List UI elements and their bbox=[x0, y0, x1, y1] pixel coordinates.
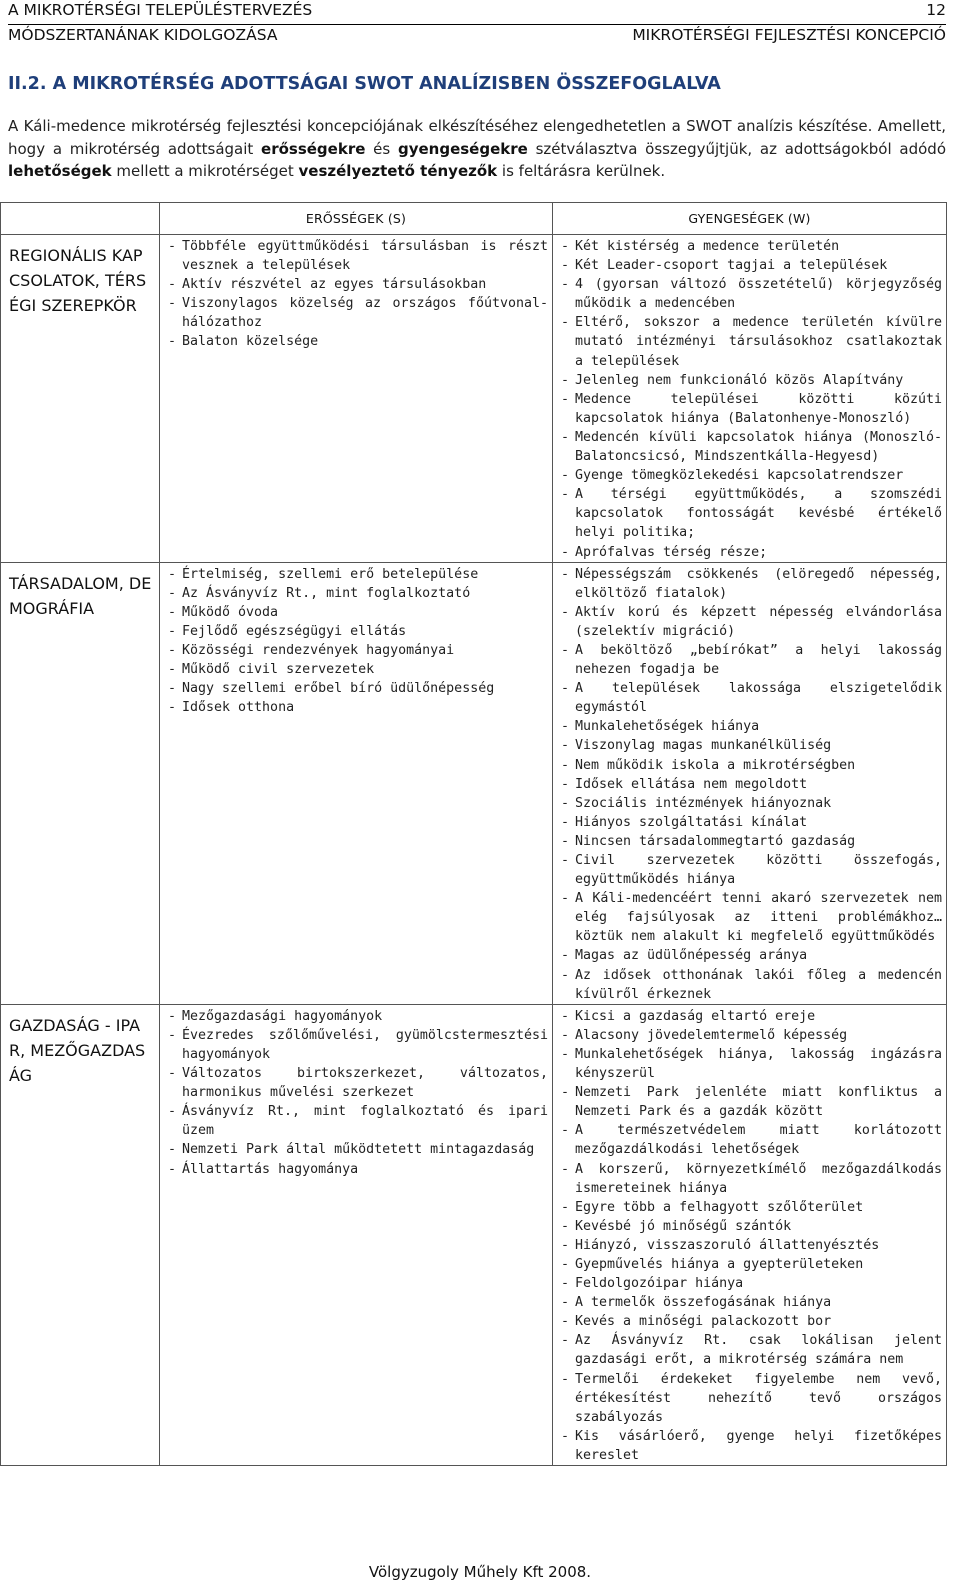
strength-item: - Idősek otthona bbox=[168, 698, 548, 717]
intro-bold-opportunities: lehetőségek bbox=[8, 162, 112, 180]
weakness-item: - Viszonylag magas munkanélküliség bbox=[561, 736, 942, 755]
strength-item: - Nagy szellemi erőbel bíró üdülőnépesség bbox=[168, 679, 548, 698]
weakness-item: - Gyenge tömegközlekedési kapcsolatrendszer bbox=[561, 466, 942, 485]
intro-bold-threats: veszélyeztető tényezők bbox=[298, 162, 498, 180]
strength-item: - Fejlődő egészségügyi ellátás bbox=[168, 622, 548, 641]
weaknesses-cell bbox=[553, 235, 947, 563]
weakness-item: - A korszerű, környezetkímélő mezőgazdálkodás ismereteinek hiánya bbox=[561, 1160, 942, 1198]
intro-text: és bbox=[365, 139, 398, 158]
weakness-item: - Hiányzó, visszaszoruló állattenyésztés bbox=[561, 1236, 942, 1255]
weakness-item: - Aprófalvas térség része; bbox=[561, 543, 942, 562]
header-concept: MIKROTÉRSÉGI FEJLESZTÉSI KONCEPCIÓ bbox=[632, 26, 946, 44]
weakness-item: - Alacsony jövedelemtermelő képesség bbox=[561, 1026, 942, 1045]
weaknesses-cell bbox=[553, 562, 947, 1004]
page-number: 12 bbox=[926, 1, 946, 19]
weakness-item: - Munkalehetőségek hiánya bbox=[561, 717, 942, 736]
strength-item: - Állattartás hagyománya bbox=[168, 1160, 548, 1179]
strengths-cell bbox=[160, 1004, 553, 1465]
strengths-cell bbox=[160, 562, 553, 1004]
weakness-item: - Aktív korú és képzett népesség elvándorlása (szelektív migráció) bbox=[561, 603, 942, 641]
weakness-item: - Egyre több a felhagyott szőlőterület bbox=[561, 1198, 942, 1217]
table-row bbox=[1, 562, 947, 1004]
weakness-item: - Feldolgozóipar hiánya bbox=[561, 1274, 942, 1293]
weakness-item: - Jelenleg nem funkcionáló közös Alapítvány bbox=[561, 371, 942, 390]
strength-item: - Változatos birtokszerkezet, változatos, harmonikus művelési szerkezet bbox=[168, 1064, 548, 1102]
intro-text: A Káli-medence mikrotérség fejlesztési koncepciójának elkészítéséhez elengedhetetlen a SWOT analízis készítése. Amellett, hogy a mikrotérség adottságait bbox=[8, 117, 946, 158]
weakness-item: - Hiányos szolgáltatási kínálat bbox=[561, 813, 942, 832]
weakness-item: - A természetvédelem miatt korlátozott mezőgazdálkodási lehetőségek bbox=[561, 1121, 942, 1159]
weakness-item: - Két kistérség a medence területén bbox=[561, 237, 942, 256]
weakness-item: - Az Ásványvíz Rt. csak lokálisan jelent gazdasági erőt, a mikrotérség számára nem bbox=[561, 1331, 942, 1369]
intro-text: is feltárásra kerülnek. bbox=[497, 162, 666, 180]
weakness-item: - Szociális intézmények hiányoznak bbox=[561, 794, 942, 813]
weakness-item: - Medence települései közötti közúti kapcsolatok hiánya (Balatonhenye-Monoszló) bbox=[561, 390, 942, 428]
header-title: A MIKROTÉRSÉGI TELEPÜLÉSTERVEZÉS bbox=[8, 1, 313, 19]
weakness-item: - Eltérő, sokszor a medence területén kívülre mutató intézményi társulásokhoz csatlakoztak a települések bbox=[561, 313, 942, 370]
strengths-list bbox=[160, 235, 552, 352]
strength-item: - Viszonylagos közelség az országos főútvonal-hálózathoz bbox=[168, 294, 548, 332]
strength-item: - Évezredes szőlőművelési, gyümölcstermesztési hagyományok bbox=[168, 1026, 548, 1064]
weakness-item: - Medencén kívüli kapcsolatok hiánya (Monoszló-Balatoncsicsó, Mindszentkálla-Hegyesd) bbox=[561, 428, 942, 466]
intro-text: szétválasztva összegyűjtjük, az adottságokból adódó bbox=[527, 139, 946, 158]
header-strengths: ERŐSSÉGEK (S) bbox=[160, 203, 553, 235]
intro-paragraph bbox=[8, 115, 946, 183]
strength-item: - Mezőgazdasági hagyományok bbox=[168, 1007, 548, 1026]
weakness-item: - Két Leader-csoport tagjai a települések bbox=[561, 256, 942, 275]
strength-item: - Balaton közelsége bbox=[168, 332, 548, 351]
weakness-item: - Termelői érdekeket figyelembe nem vevő, értékesítést nehezítő tevő országos szabályozás bbox=[561, 1370, 942, 1427]
strength-item: - Többféle együttműködési társulásban is részt vesznek a települések bbox=[168, 237, 548, 275]
weakness-item: - Az idősek otthonának lakói főleg a medencén kívülről érkeznek bbox=[561, 966, 942, 1004]
weakness-item: - A Káli-medencéért tenni akaró szervezetek nem elég fajsúlyosak az itteni problémákhoz… köztük nem alakult ki megfelelő együttműködés bbox=[561, 889, 942, 946]
strength-item: - Értelmiség, szellemi erő betelepülése bbox=[168, 565, 548, 584]
page-header-line1 bbox=[8, 1, 946, 21]
table-row bbox=[1, 1004, 947, 1465]
page-footer: Völgyzugoly Műhely Kft 2008. bbox=[368, 1563, 592, 1581]
category-cell: TÁRSADALOM, DEMOGRÁFIA bbox=[1, 562, 160, 1004]
strengths-list bbox=[160, 1005, 552, 1179]
intro-bold-weaknesses: gyengeségekre bbox=[397, 139, 528, 158]
table-row bbox=[1, 235, 947, 563]
weaknesses-list bbox=[553, 563, 946, 1004]
weakness-item: - 4 (gyorsan változó összetételű) körjegyzőség működik a medencében bbox=[561, 275, 942, 313]
strength-item: - Közösségi rendezvények hagyományai bbox=[168, 641, 548, 660]
weaknesses-list bbox=[553, 235, 946, 562]
weakness-item: - Népességszám csökkenés (elöregedő népesség, elköltöző fiatalok) bbox=[561, 565, 942, 603]
header-weaknesses: GYENGESÉGEK (W) bbox=[553, 203, 947, 235]
weakness-item: - Kevés a minőségi palackozott bor bbox=[561, 1312, 942, 1331]
weaknesses-list bbox=[553, 1005, 946, 1465]
header-category-cell bbox=[1, 203, 160, 235]
strength-item: - Nemzeti Park által működtetett mintagazdaság bbox=[168, 1140, 548, 1159]
weakness-item: - A térségi együttműködés, a szomszédi kapcsolatok fontosságát kevésbé értékelő helyi politika; bbox=[561, 485, 942, 542]
swot-table bbox=[0, 202, 947, 1466]
header-subtitle: MÓDSZERTANÁNAK KIDOLGOZÁSA bbox=[8, 26, 278, 44]
weakness-item: - A beköltöző „bebírókat” a helyi lakosság nehezen fogadja be bbox=[561, 641, 942, 679]
weakness-item: - Gyepművelés hiánya a gyepterületeken bbox=[561, 1255, 942, 1274]
weakness-item: - Civil szervezetek közötti összefogás, együttműködés hiánya bbox=[561, 851, 942, 889]
strength-item: - Ásványvíz Rt., mint foglalkoztató és ipari üzem bbox=[168, 1102, 548, 1140]
intro-text: mellett a mikrotérséget bbox=[111, 162, 299, 180]
weakness-item: - Nemzeti Park jelenléte miatt konfliktus a Nemzeti Park és a gazdák között bbox=[561, 1083, 942, 1121]
weakness-item: - Munkalehetőségek hiánya, lakosság ingázásra kényszerül bbox=[561, 1045, 942, 1083]
category-cell: REGIONÁLIS KAPCSOLATOK, TÉRSÉGI SZEREPKÖR bbox=[1, 235, 160, 563]
table-header-row bbox=[1, 203, 947, 235]
strength-item: - Aktív részvétel az egyes társulásokban bbox=[168, 275, 548, 294]
strength-item: - Működő civil szervezetek bbox=[168, 660, 548, 679]
section-title: II.2. A MIKROTÉRSÉG ADOTTSÁGAI SWOT ANALÍZISBEN ÖSSZEFOGLALVA bbox=[8, 74, 721, 94]
weakness-item: - Nem működik iskola a mikrotérségben bbox=[561, 756, 942, 775]
weakness-item: - A települések lakossága elszigetelődik egymástól bbox=[561, 679, 942, 717]
strengths-cell bbox=[160, 235, 553, 563]
intro-bold-strengths: erősségekre bbox=[261, 139, 366, 158]
weakness-item: - Magas az üdülőnépesség aránya bbox=[561, 946, 942, 965]
strength-item: - Működő óvoda bbox=[168, 603, 548, 622]
weakness-item: - Kicsi a gazdaság eltartó ereje bbox=[561, 1007, 942, 1026]
strengths-list bbox=[160, 563, 552, 718]
page-header-line2 bbox=[8, 24, 946, 48]
weakness-item: - Nincsen társadalommegtartó gazdaság bbox=[561, 832, 942, 851]
category-cell: GAZDASÁG - IPAR, MEZŐGAZDASÁG bbox=[1, 1004, 160, 1465]
weaknesses-cell bbox=[553, 1004, 947, 1465]
weakness-item: - Kis vásárlóerő, gyenge helyi fizetőképes kereslet bbox=[561, 1427, 942, 1465]
weakness-item: - Kevésbé jó minőségű szántók bbox=[561, 1217, 942, 1236]
weakness-item: - Idősek ellátása nem megoldott bbox=[561, 775, 942, 794]
strength-item: - Az Ásványvíz Rt., mint foglalkoztató bbox=[168, 584, 548, 603]
weakness-item: - A termelők összefogásának hiánya bbox=[561, 1293, 942, 1312]
